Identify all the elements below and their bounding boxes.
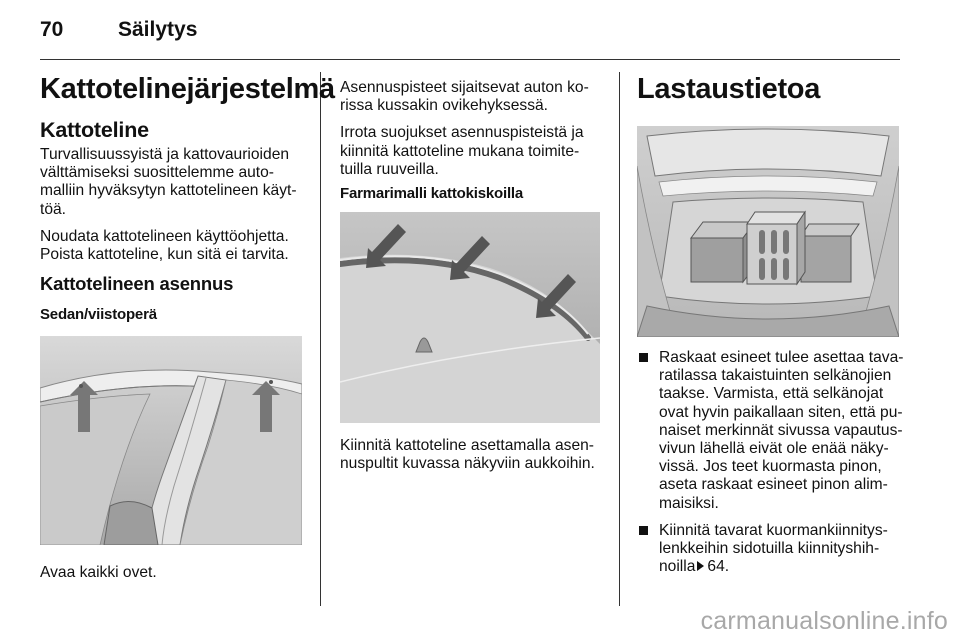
text-line: Asennuspisteet sijaitsevat auton ko- bbox=[340, 79, 589, 96]
installation-text bbox=[340, 79, 615, 188]
column-divider-2 bbox=[619, 72, 620, 606]
open-doors-caption: Avaa kaikki ovet. bbox=[40, 564, 157, 581]
text-line: välttämiseksi suosittelemme auto- bbox=[40, 164, 274, 182]
text-line: rissa kussakin ovikehyksessä. bbox=[340, 97, 548, 115]
sedan-roof-figure bbox=[40, 336, 302, 545]
estate-roof-rails-heading: Farmarimalli kattokiskoilla bbox=[340, 185, 524, 202]
roof-rack-safety-paragraph bbox=[40, 146, 315, 219]
text-line: kiinnitä kattoteline mukana toimite- bbox=[340, 142, 580, 160]
estate-roof-figure bbox=[340, 212, 600, 423]
text-line: vivun lähellä eivät ole enää näky- bbox=[659, 440, 889, 458]
text-line: maisiksi. bbox=[659, 494, 719, 512]
text-line: tuilla ruuveilla. bbox=[340, 160, 439, 178]
text-line: töä. bbox=[40, 200, 67, 218]
loading-tips bbox=[637, 349, 905, 585]
loading-tips-list bbox=[637, 349, 905, 576]
roof-rack-intro bbox=[40, 146, 315, 273]
list-item bbox=[637, 349, 905, 513]
watermark: carmanualsonline.info bbox=[700, 607, 948, 635]
square-bullet-icon bbox=[639, 353, 648, 362]
text-line: Raskaat esineet tulee asettaa tava- bbox=[659, 349, 904, 366]
square-bullet-icon bbox=[639, 526, 648, 535]
remove-covers-paragraph bbox=[340, 124, 615, 179]
text-line: Kiinnitä tavarat kuormankiinnitys- bbox=[659, 521, 888, 539]
text-line: taakse. Varmista, että selkänojat bbox=[659, 385, 884, 403]
text-line: Kiinnitä kattoteline asettamalla asen- bbox=[340, 437, 594, 454]
section-title: Säilytys bbox=[118, 18, 198, 41]
text-line: aseta raskaat esineet pinon alim- bbox=[659, 476, 888, 494]
sedan-heading: Sedan/viistoperä bbox=[40, 306, 157, 323]
header-rule bbox=[40, 59, 900, 60]
text-line: Irrota suojukset asennuspisteistä ja bbox=[340, 124, 584, 142]
roof-rack-instructions-paragraph bbox=[40, 228, 315, 264]
text-line: vissä. Jos teet kuormasta pinon, bbox=[659, 458, 882, 476]
column-divider-1 bbox=[320, 72, 321, 606]
roof-rack-subtitle: Kattoteline bbox=[40, 118, 149, 142]
text-line: noilla bbox=[659, 558, 696, 576]
page-reference-arrow-icon bbox=[697, 561, 704, 571]
text-line: Poista kattoteline, kun sitä ei tarvita. bbox=[40, 246, 289, 264]
text-line: nuspultit kuvassa näkyviin aukkoihin. bbox=[340, 455, 595, 473]
estate-installation-paragraph bbox=[340, 437, 615, 473]
text-line: Noudata kattotelineen käyttöohjetta. bbox=[40, 227, 289, 245]
page-number: 70 bbox=[40, 18, 64, 41]
text-line: Turvallisuussyistä ja kattovaurioiden bbox=[40, 146, 290, 163]
page-reference-link[interactable]: 64. bbox=[707, 558, 730, 576]
text-line: ovat hyvin paikallaan siten, että pu- bbox=[659, 403, 903, 421]
text-line: malliin hyväksytyn kattotelineen käyt- bbox=[40, 182, 297, 200]
loading-info-title: Lastaustietoa bbox=[637, 73, 821, 105]
roof-rack-system-title: Kattotelinejärjestelmä bbox=[40, 73, 335, 105]
installation-heading: Kattotelineen asennus bbox=[40, 273, 234, 294]
mounting-points-paragraph bbox=[340, 79, 615, 115]
text-line: lenkkeihin sidotuilla kiinnityshih- bbox=[659, 540, 880, 558]
text-line: naiset merkinnät sivussa vapautus- bbox=[659, 421, 903, 439]
list-item bbox=[637, 522, 905, 577]
text-line: ratilassa takaistuinten selkänojien bbox=[659, 367, 892, 385]
luggage-compartment-figure bbox=[637, 126, 899, 337]
